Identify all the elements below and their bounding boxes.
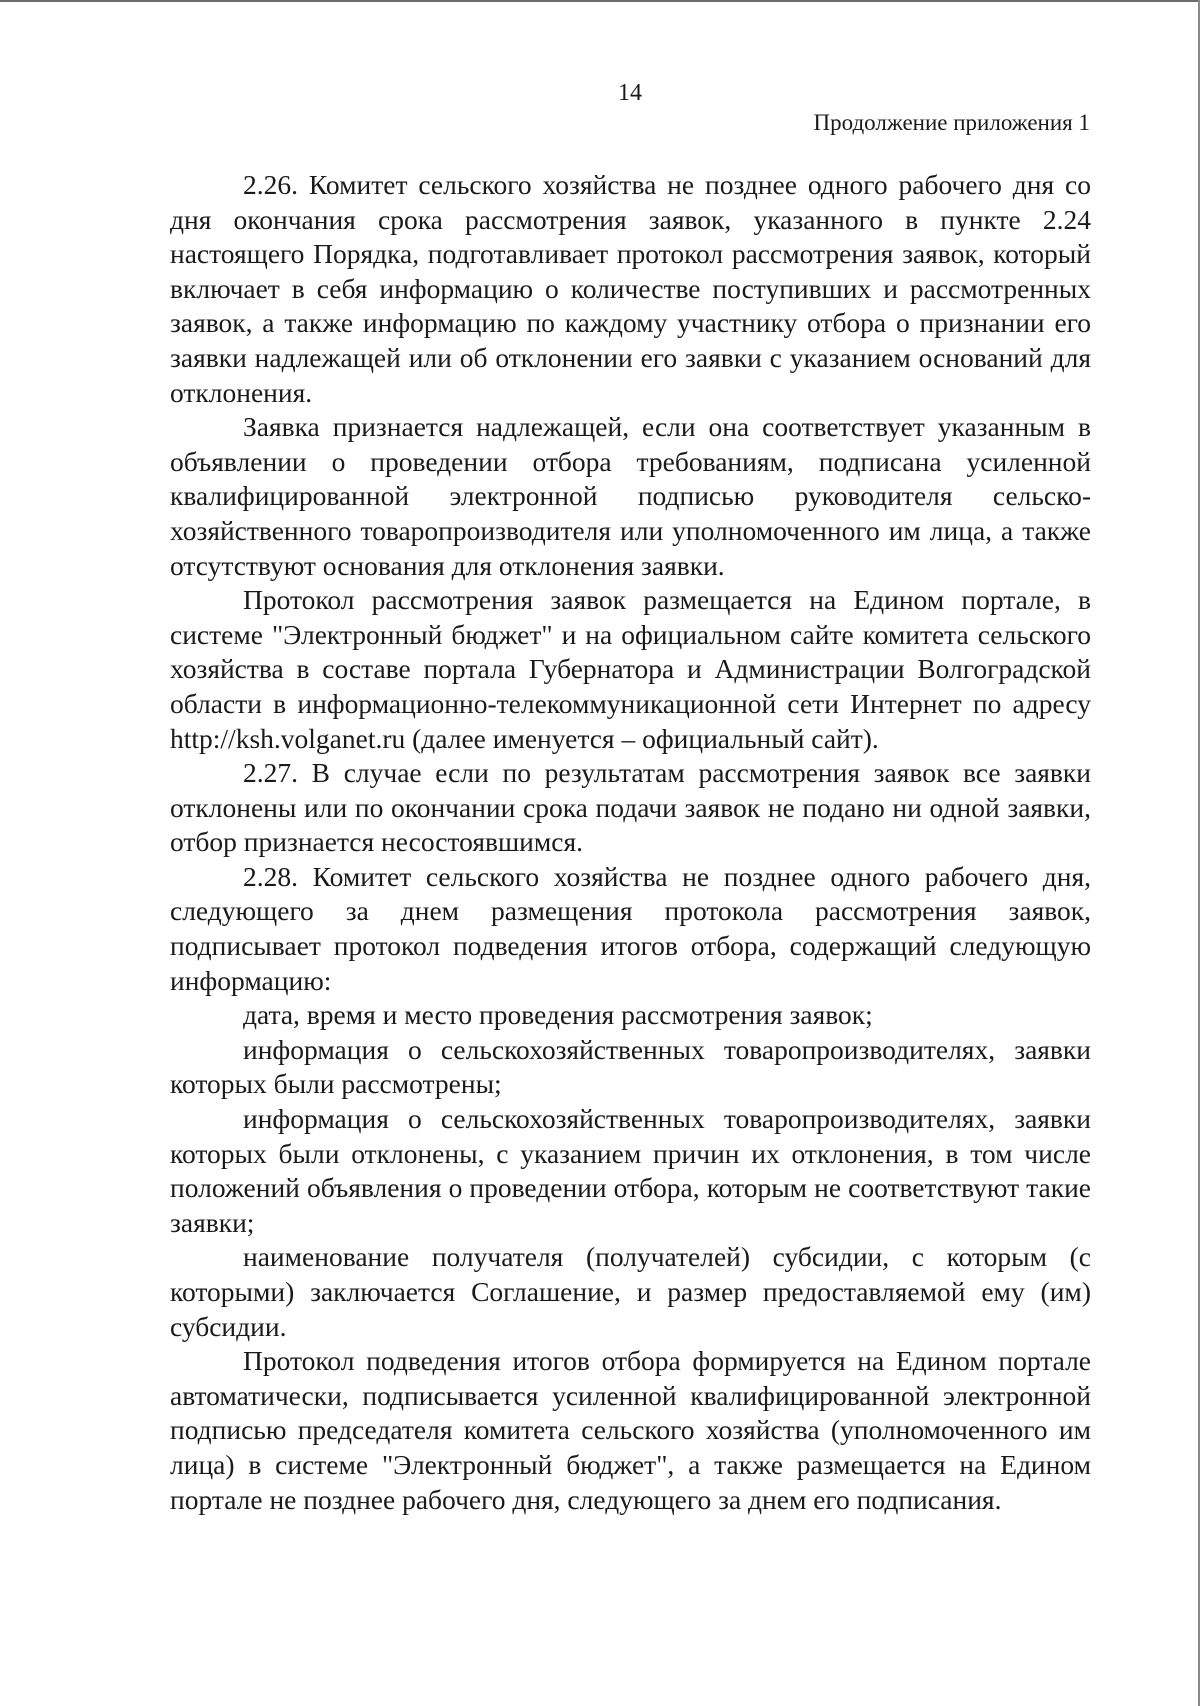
list-item-date-time-place: дата, время и место проведения рассмотрения заявок; [243, 999, 873, 1031]
appendix-continuation-note: Продолжение приложения 1 [813, 110, 1090, 135]
paragraph-application-proper: Заявка признается надлежащей, если она соответствует указанным в объявлении о проведении отбора требованиям, подписана усиленной квалифицированной электронной подписью руководителя сельско-хозяйственного товаропроизводителя или уполномоченного им лица, а также отсутствуют основания для отклонения заявки. [170, 411, 1091, 581]
page-number: 14 [618, 80, 642, 106]
paragraph-2-26: 2.26. Комитет сельского хозяйства не позднее одного рабочего дня со дня окончания срока рассмотрения заявок, указанного в пункте 2.24 настоящего Порядка, подготавливает протокол рассмотрения заявок, который включает в себя информацию о количестве поступивших и рассмотренных заявок, а также информацию по каждому участнику отбора о признании его заявки надлежащей или об отклонении его заявки с указанием оснований для отклонения. [170, 169, 1091, 408]
paragraph-2-28: 2.28. Комитет сельского хозяйства не позднее одного рабочего дня, следующего за днем размещения протокола рассмотрения заявок, подписывает протокол подведения итогов отбора, содержащий следующую информацию: [170, 860, 1091, 996]
paragraph-2-27: 2.27. В случае если по результатам рассмотрения заявок все заявки отклонены или по окончании срока подачи заявок не подано ни одной заявки, отбор признается несостоявшимся. [170, 757, 1091, 858]
list-item-subsidy-recipient: наименование получателя (получателей) субсидии, с которым (с которыми) заключается Соглашение, и размер предоставляемой ему (им) субсидии. [170, 1241, 1091, 1342]
list-item-rejected-producers: информация о сельскохозяйственных товаропроизводителях, заявки которых были отклонены, с указанием причин их отклонения, в том числе положений объявления о проведении отбора, которым не соответствуют такие заявки; [170, 1103, 1091, 1238]
paragraph-protocol-publication: Протокол рассмотрения заявок размещается на Едином портале, в системе "Электронный бюджет" и на официальном сайте комитета сельского хозяйства в составе портала Губернатора и Администрации Волгоградской области в информационно-телекоммуникационной сети Интернет по адресу http://ksh.volganet.ru (далее именуется – официальный сайт). [170, 584, 1091, 754]
scan-edge-top [0, 0, 1200, 2]
paragraph-results-protocol: Протокол подведения итогов отбора формируется на Едином портале автоматически, подписывается усиленной квалифицированной электронной подписью председателя комитета сельского хозяйства (уполномоченного им лица) в системе "Электронный бюджет", а также размещается на Едином портале не позднее рабочего дня, следующего за днем его подписания. [170, 1345, 1091, 1515]
list-item-reviewed-producers: информация о сельскохозяйственных товаропроизводителях, заявки которых были рассмотрены; [170, 1033, 1091, 1100]
document-body [170, 168, 1091, 1517]
